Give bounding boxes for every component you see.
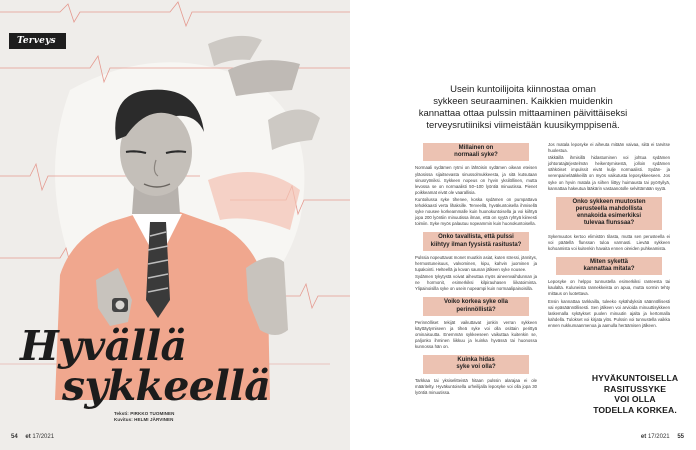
body-paragraph: Normaali sydämen rytmi on lähtöisin sydämen oikean eteisen yläosissa sijaitsevasta sinussolmukkeesta, ja sitä kutsutaan sinusrytmiksi. Sykkeen nopeus on hyvin yksilöllinen, mutta levossa se on normaalisti 50–100 lyöntiä minuutissa. Pienet poikkeamat eivät ole vaarallisia. [415,165,537,195]
article-title [20,322,340,410]
issue-right: 17/2021 [647,434,670,440]
subheading-line: Onko tavallista, että pulssi [438,234,514,241]
subheading-line: kiihtyy ilman fyysistä rasitusta? [430,241,522,248]
subheading-line: perinnöllistä? [456,306,496,313]
body-paragraph: Leposyke on helppo tunnustella esimerkiksi ranteesta tai kaulalta. Kuluneista rannekkeista on apua, mutta sormin tehty mittaus on luotettava. [548,279,670,297]
body-paragraph: Pulssia nopeuttavat monet muutkin asiat, kuten stressi, jännitys, hermostuneisuus, valvominen, kipu, kahvin juominen ja tupakointi. Helteellä ja kovan saunan jälkeen syke nousee. [415,254,537,272]
body-paragraph: Kuntoilussa syke tihenee, koska sydämen on pumpattava tehokkaasti verta lihaksille. Terveellä, hyväkuntoisella ihmisellä syke nousee korkeammalle kuin huonokuntoisella ja voi kiihtyä jopa 200 lyöntiin minuutissa ilman, että on syytä ryhtyä kiireesti toimiin. Syke myös palautuu nopeammin kuin huonokuntoisella. [415,196,537,227]
page-number-right: 55 [677,434,684,440]
subheading-box [423,355,529,373]
subheading-box [556,197,662,230]
lead-paragraph [350,84,696,132]
lead-line: Usein kuntoilijoita kiinnostaa oman [450,84,596,95]
title-line-1: Hyvällä [20,322,187,370]
subheading-line: normaali syke? [454,152,498,159]
body-paragraph: Ensin kannattaa tarkkailla, tuleeko sykähdyksiä säännöllisesti vai epäsäännöllisesti. Sen jälkeen voi arvioida minuuttisykkeen laskemalla sykäykset puolen minuutin ajalta ja kertomalla kahdella. Tulokset voi kirjata ylös. Pulssin voi tunnustella vaikka ennen nukkumaanmenoa ja aamulla heräämisen jälkeen. [548,298,670,328]
pull-quote-line: HYVÄKUNTOISELLA [591,373,679,383]
page-footer-left [11,434,54,440]
pull-quote-line: TODELLA KORKEA. [593,404,677,415]
subheading-line: Miten sykettä [589,258,628,265]
subheading-box [423,232,529,250]
section-tag: Terveys [9,33,66,49]
body-paragraph: Iäkkäillä ihmisillä hidastuminen voi johtua sydämen johtoratajärjestelmän heikentymisestä, jolloin sydämen sähköiset impulssit eivät kulje normaalisti. Sydän- ja verenpainelääkkeillä on myös vaikutusta leposykkeeseen. Jos syke on hyvin matala ja siihen liittyy huimausta tai pyörtyilyä, kannattaa hakeutua lääkärin vastaanotolle selvittämään syytä. [548,155,670,191]
lead-line: terveysrutiiniksi viimeistään kuusikymppisenä. [426,120,620,131]
body-column-2 [548,142,670,330]
pull-quote-line: VOI OLLA [614,394,656,404]
subheading-line: Onko sykkeen muutosten [572,198,646,205]
subheading-line: tulevaa flunssaa? [583,220,635,227]
body-column-1 [415,138,537,397]
title-line-2: sykkeellä [62,362,271,410]
credit-illustration: Kuvitus: HELMI JÄRVINEN [114,417,174,422]
subheading-box [556,257,662,275]
subheading-box [423,143,529,161]
body-paragraph: Tarkkaa tai yksiselitteistä hitaan pulssin alarajaa ei ole määritelty. Hyväkuntoisella urheilijalla leposyke voi olla jopa 30 lyöntiä minuutissa. [415,377,537,395]
subheading-line: ennakoida esimerkiksi [576,213,642,220]
lead-line: kannattaa ottaa pulssin mittaaminen päivittäiseksi [418,108,628,119]
body-paragraph: Jos matala leposyke ei aiheuta mitään vaivaa, siitä ei tarvitse huolestua. [548,142,670,154]
body-paragraph: Perinnölliset tekijät vaikuttavat jonkin verran sykkeen käyttäytymiseen ja tiheä syke voi olla osittain perittyä ominaisuutta. Enemmän sykkeeseen vaikuttaa kuitenkin se, paljonko ihminen liikkuu ja kuinka hyvässä tai huonossa kunnossa hän on. [415,319,537,350]
page-number-left: 54 [11,434,18,440]
mag-name-right: et [640,434,647,440]
subheading-line: syke voi olla? [456,364,496,371]
subheading-line: kannattaa mitata? [583,266,635,273]
page-footer-right [641,434,684,440]
pull-quote-line: RASITUSSYKE [603,383,667,394]
subheading-line: Kuinka hidas [457,357,495,364]
body-paragraph: Sykemuutos kertoo elimistön tilasta, mutta sen perusteella ei voi päätellä flunssan tuloa varmasti. Lievää sykkeen kohoamista voi kuitenkin havaita ennen oireiden puhkeamista. [548,233,670,251]
subheading-line: Voiko korkea syke olla [444,299,508,306]
issue-left: 17/2021 [32,434,55,440]
body-paragraph: Sydämen tykytystä voivat aiheuttaa myös aineenvaihdunnan ja ne hormonit, esimerkiksi kilpirauhasen liikatoiminta. Ylipainoisilla syke on usein nopeampi kuin normaalipainoisilla. [415,274,537,292]
pull-quote [582,373,688,415]
lead-line: sykkeen seuraaminen. Kaikkien muidenkin [433,96,613,107]
credit-text: Teksti: PIRKKO TUOMINEN [114,411,175,416]
mag-name-left: et [25,434,31,440]
subheading-box [423,297,529,315]
article-credits [114,411,174,423]
subheading-line: Millainen on [458,145,494,151]
subheading-line: perusteella mahdollista [575,205,643,212]
